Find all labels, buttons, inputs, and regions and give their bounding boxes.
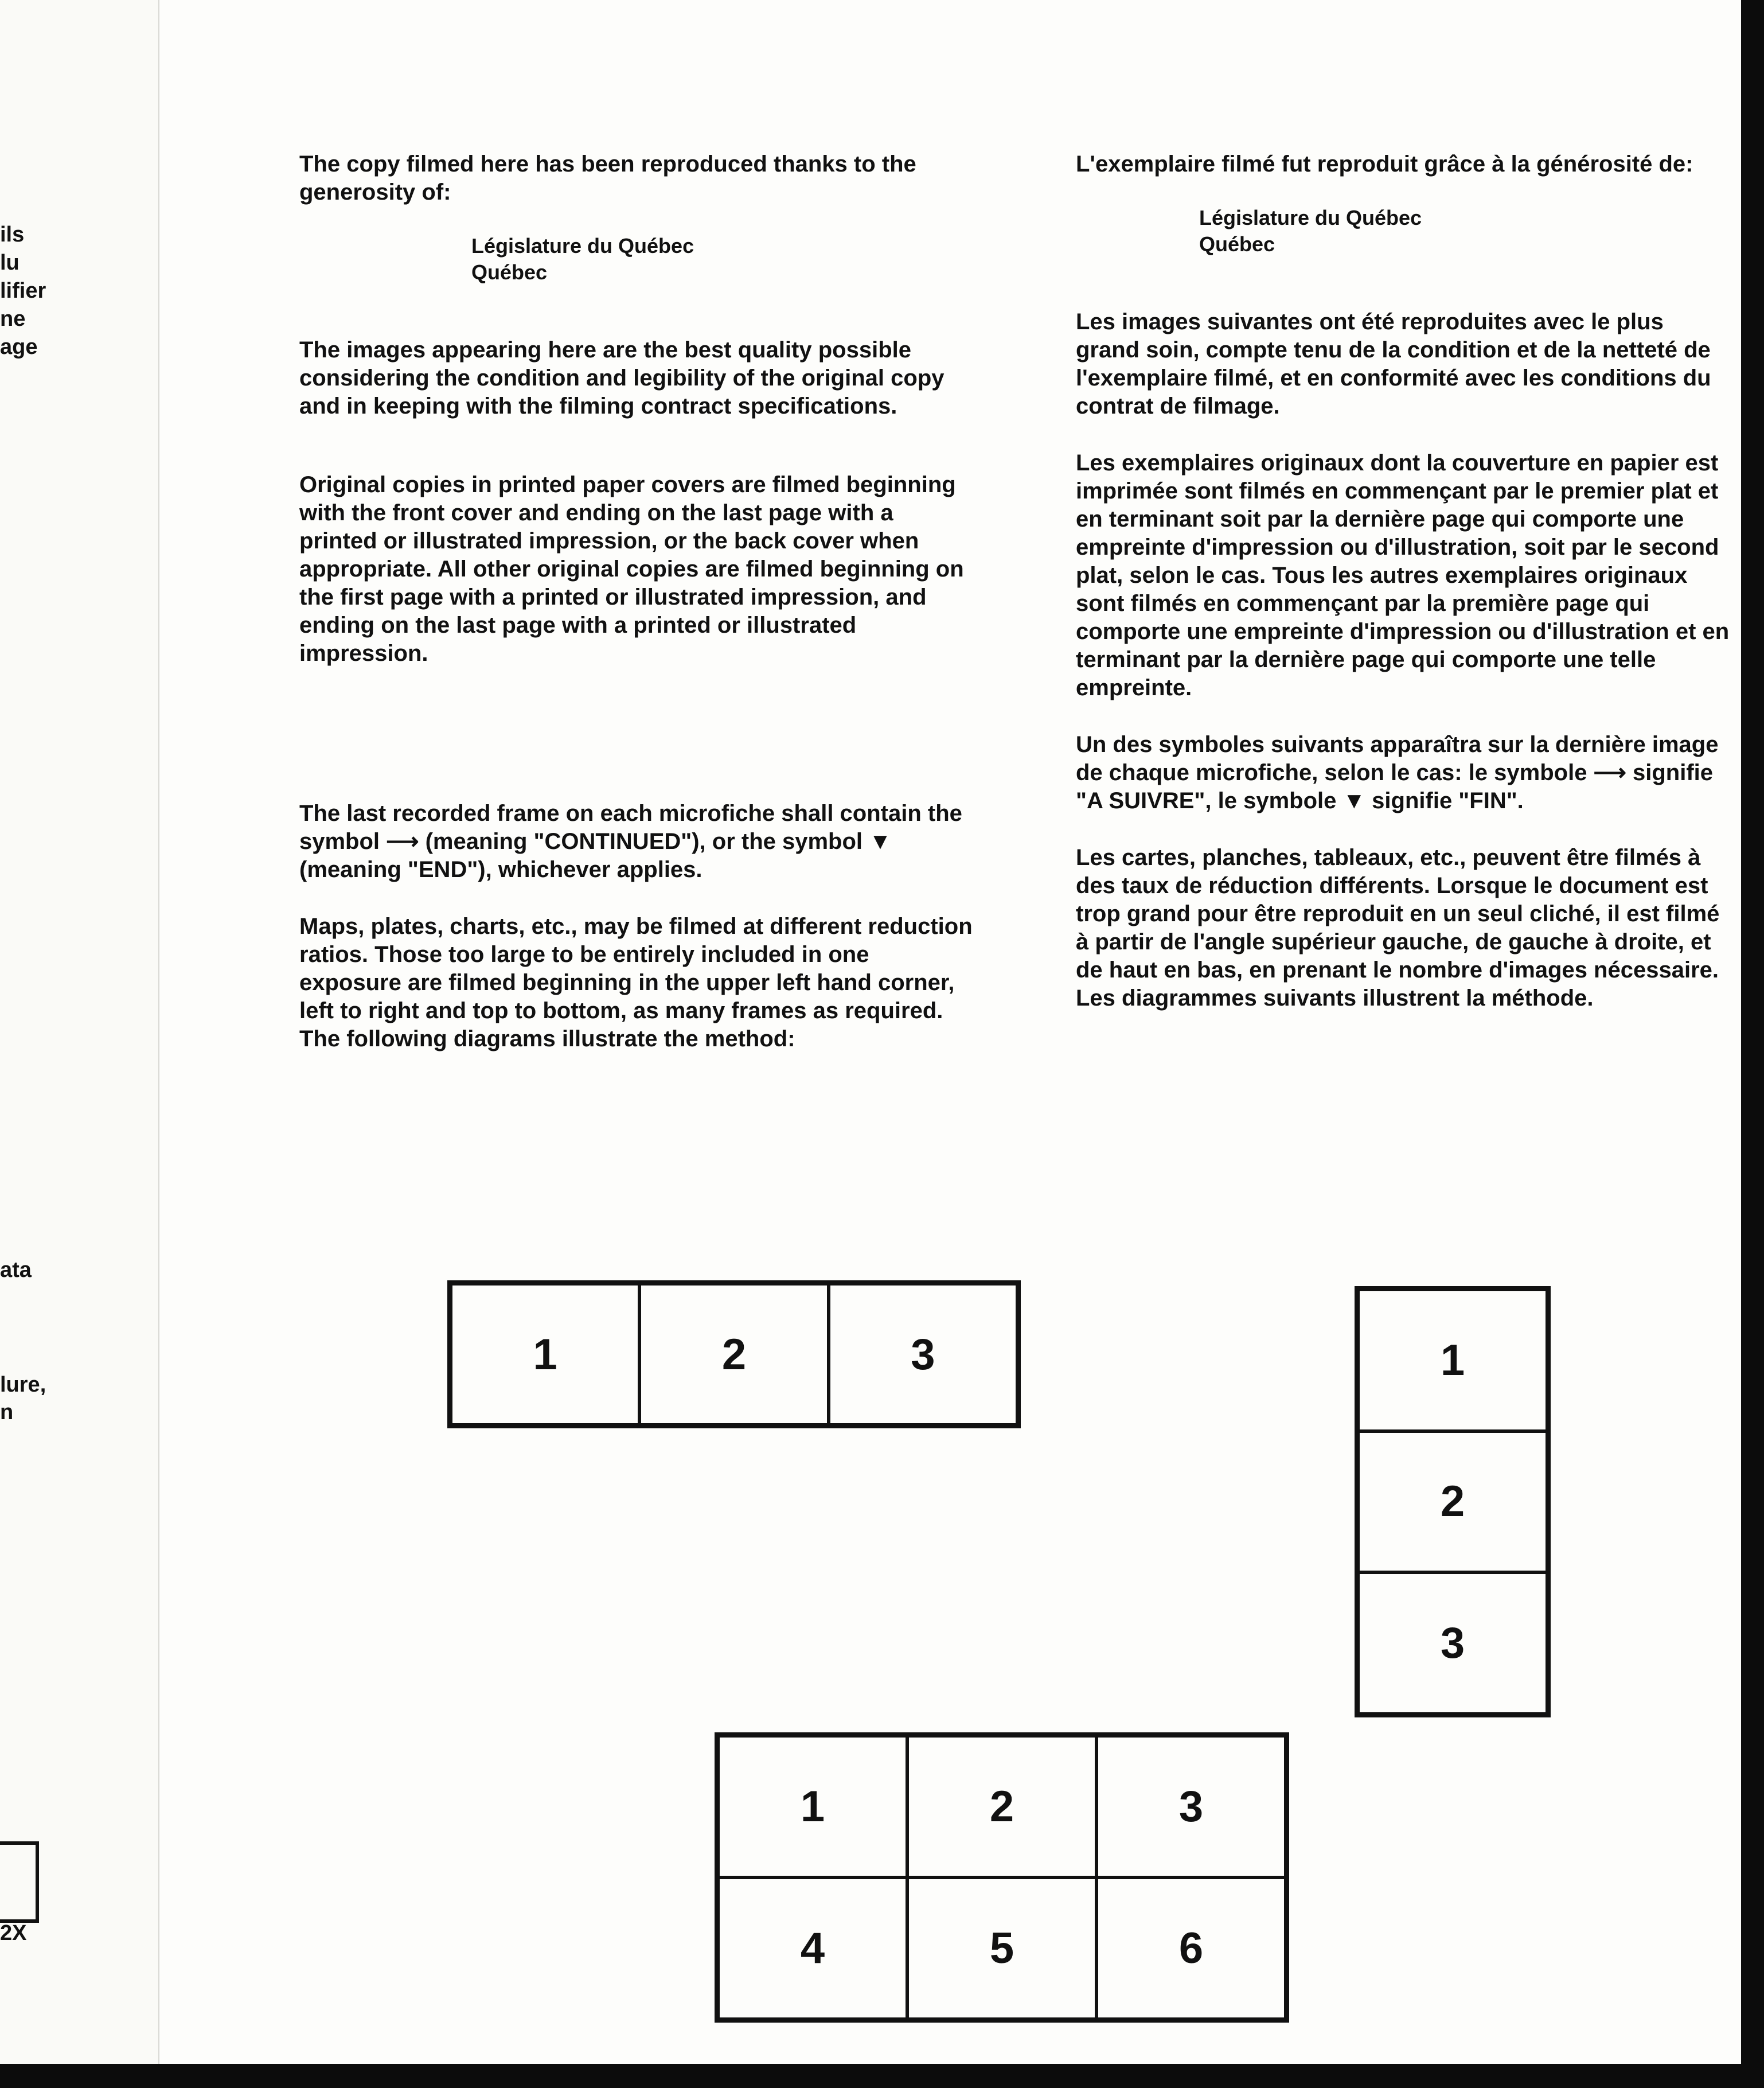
frame-cell: 2 <box>907 1736 1096 1877</box>
margin-fragment: ne <box>0 307 26 331</box>
intro-text: The copy filmed here has been reproduced thanks to the generosity of: <box>299 151 916 205</box>
credit-block <box>1076 205 1730 258</box>
diagram-vertical-frames <box>1355 1286 1551 1717</box>
margin-fragment: 2X <box>0 1921 27 1945</box>
frame-cell: 1 <box>451 1284 639 1425</box>
diagram-grid-frames <box>715 1732 1289 2023</box>
frame-cell: 1 <box>718 1736 907 1877</box>
diagram-horizontal-frames <box>447 1280 1021 1428</box>
credit-city: Québec <box>1199 232 1275 256</box>
margin-box-fragment <box>0 1841 39 1923</box>
english-column <box>299 150 976 1053</box>
quality-paragraph: Les images suivantes ont été reproduites avec le plus grand soin, compte tenu de la condition et de la netteté de l'exemplaire filmé, et en conformité avec les conditions du contrat de filmage. <box>1076 309 1711 419</box>
credit-city: Québec <box>471 260 548 284</box>
frame-cell: 6 <box>1096 1877 1286 2019</box>
frame-cell: 3 <box>1096 1736 1286 1877</box>
margin-fragment: lifier <box>0 279 46 303</box>
maps-paragraph: Maps, plates, charts, etc., may be filmed at different reduction ratios. Those too large to be entirely included in one exposure are filmed beginning in the upper left hand corner, left to right and top to bottom, as many frames as required. The following diagrams illustrate the method: <box>299 914 973 1051</box>
credit-institution: Législature du Québec <box>471 234 694 258</box>
intro-text: L'exemplaire filmé fut reproduit grâce à la générosité de: <box>1076 151 1693 177</box>
previous-page-strip <box>0 0 159 2065</box>
frame-cell: 2 <box>639 1284 828 1425</box>
symbols-paragraph: Un des symboles suivants apparaîtra sur la dernière image de chaque microfiche, selon le cas: le symbole ⟶ signifie "A SUIVRE", le symbole ▼ signifie "FIN". <box>1076 732 1719 813</box>
credit-institution: Législature du Québec <box>1199 206 1422 229</box>
margin-fragment: ata <box>0 1258 32 1282</box>
frame-cell: 3 <box>1358 1572 1547 1714</box>
frame-cell: 3 <box>829 1284 1017 1425</box>
quality-paragraph: The images appearing here are the best quality possible considering the condition and legibility of the original copy and in keeping with the filming contract specifications. <box>299 337 945 419</box>
margin-fragment: n <box>0 1400 14 1424</box>
frame-cell: 2 <box>1358 1431 1547 1573</box>
scan-edge-right <box>1741 0 1764 2088</box>
frame-cell: 1 <box>1358 1290 1547 1431</box>
credit-block <box>299 233 976 286</box>
margin-fragment: lu <box>0 251 19 275</box>
covers-paragraph: Les exemplaires originaux dont la couverture en papier est imprimée sont filmés en commençant par le premier plat et en terminant soit par la dernière page qui comporte une empreinte d'impression ou d'illustration, soit par le second plat, selon le cas. Tous les autres exemplaires originaux sont filmés en commençant par la première page qui comporte une empreinte d'impression ou d'illustration et en terminant par la dernière page qui comporte une telle empreinte. <box>1076 450 1730 700</box>
symbols-paragraph: The last recorded frame on each microfiche shall contain the symbol ⟶ (meaning "CONTINUED"), or the symbol ▼ (meaning "END"), whichever applies. <box>299 801 962 882</box>
french-column <box>1076 150 1730 1012</box>
frame-cell: 5 <box>907 1877 1096 2019</box>
maps-paragraph: Les cartes, planches, tableaux, etc., peuvent être filmés à des taux de réduction différents. Lorsque le document est trop grand pour être reproduit en un seul cliché, il est filmé à partir de l'angle supérieur gauche, de gauche à droite, et de haut en bas, en prenant le nombre d'images nécessaire. Les diagrammes suivants illustrent la méthode. <box>1076 845 1720 1011</box>
margin-fragment: ils <box>0 223 25 247</box>
frame-cell: 4 <box>718 1877 907 2019</box>
margin-fragment: lure, <box>0 1373 46 1397</box>
covers-paragraph: Original copies in printed paper covers are filmed beginning with the front cover and ending on the last page with a printed or illustrated impression, or the back cover when appropriate. All other original copies are filmed beginning on the first page with a printed or illustrated impression, and ending on the last page with a printed or illustrated impression. <box>299 472 964 666</box>
scan-edge-bottom <box>0 2064 1764 2088</box>
margin-fragment: age <box>0 335 38 359</box>
